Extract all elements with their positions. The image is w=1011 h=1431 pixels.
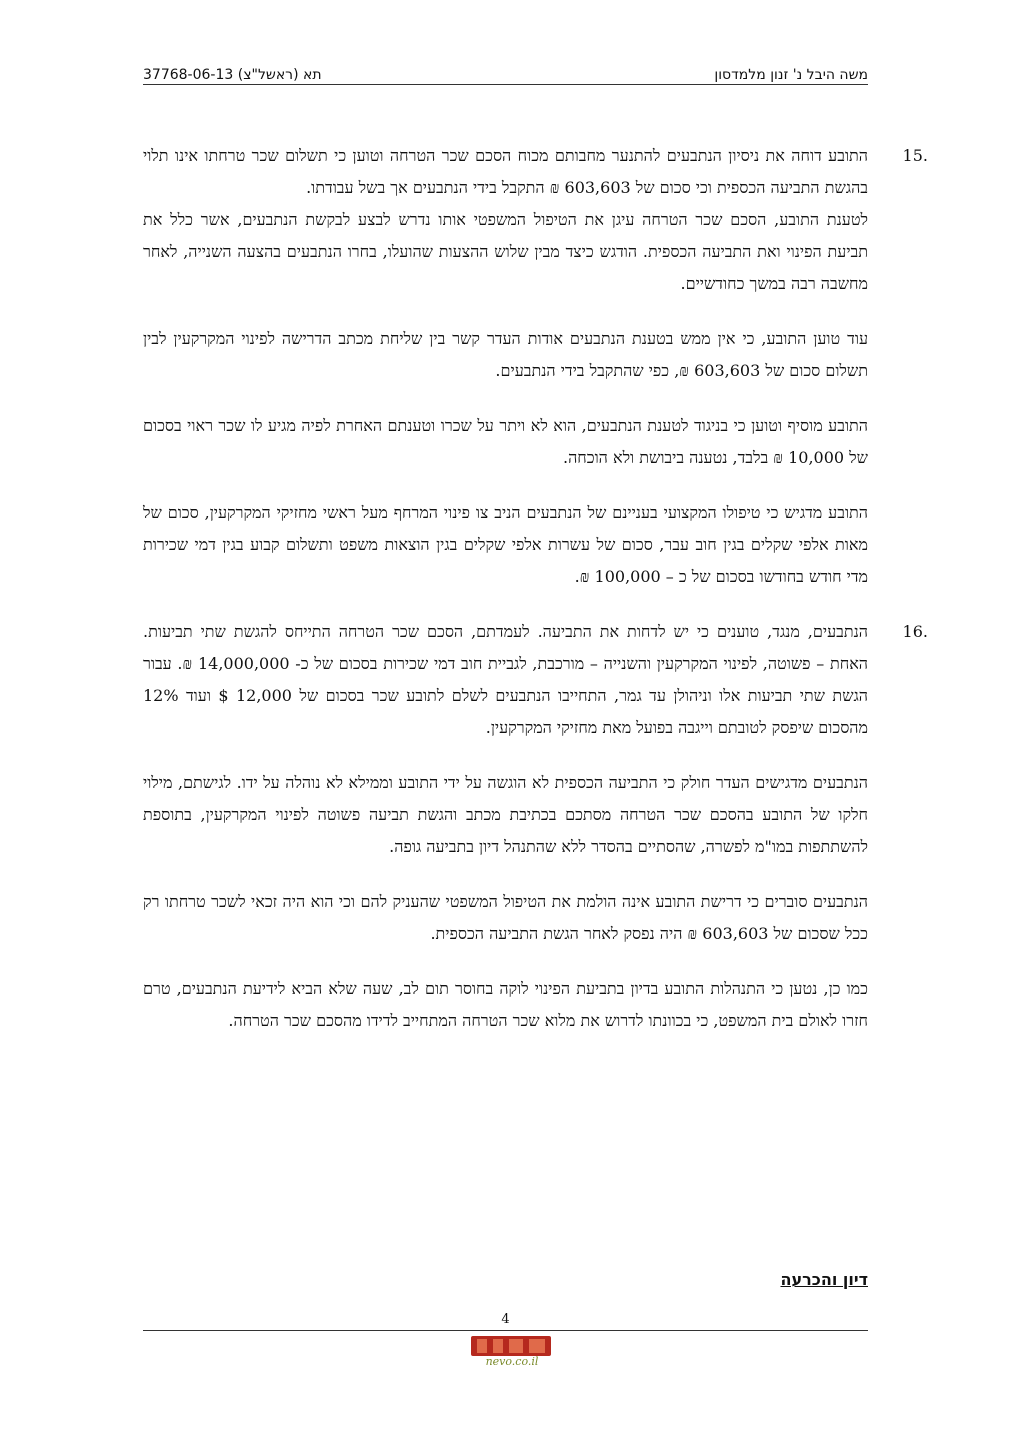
paragraph — [143, 410, 868, 474]
case-number: תא (ראשל"צ) 37768-06-13 — [143, 67, 322, 83]
paragraph-text: הנתבעים סוברים כי דרישת התובע אינה הולמת את הטיפול המשפטי שהעניק להם וכי הוא היה זכאי לשכר טרחתו רק ככל שסכום של 603,603 ₪ היה נפסק לאחר הגשת התביעה הכספית. — [143, 892, 868, 943]
paragraph-number: 15. — [902, 146, 928, 165]
paragraph — [143, 497, 868, 593]
page-header — [143, 59, 868, 83]
logo-subtext: nevo.co.il — [485, 1355, 539, 1367]
paragraph-text: התובע דוחה את ניסיון הנתבעים להתנער מחבותם מכוח הסכם שכר הטרחה וטוען כי תשלום שכר טרחתו אינו תלוי בהגשת התביעה הכספית וכי סכום של 603,603 ₪ התקבל בידי הנתבעים אך בשל עבודתו. — [143, 146, 868, 197]
logo-letter-block — [529, 1339, 545, 1353]
paragraph-text: התובע מוסיף וטוען כי בניגוד לטענת הנתבעים, הוא לא ויתר על שכרו וטענתם האחרת לפיה מגיע לו שכר ראוי בסכום של 10,000 ₪ בלבד, נטענה ביבושת ולא הוכחה. — [143, 416, 868, 467]
paragraph-16 — [143, 616, 928, 744]
paragraph — [143, 323, 868, 387]
paragraph-text: הנתבעים, מנגד, טוענים כי יש לדחות את התביעה. לעמדתם, הסכם שכר הטרחה התייחס להגשת שתי תביעות. האחת – פשוטה, לפינוי המקרקעין והשנייה – מורכבת, לגביית חוב דמי שכירות בסכום של כ- 14,000,000 ₪. עבור הגשת שתי תביעות אלו וניהולן עד גמר, התחייבו הנתבעים לשלם לתובע שכר בסכום של 12,000 $ ועוד 12% מהסכום שיפסק לטובתם וייגבה בפועל מאת מחזיקי המקרקעין. — [143, 622, 869, 737]
footer-divider — [143, 1330, 868, 1331]
section-heading: דיון והכרעה — [780, 1270, 868, 1289]
paragraph — [143, 204, 868, 300]
document-body — [143, 140, 928, 1060]
case-title: משה היבל נ' זנון מלמדסון — [714, 67, 868, 83]
paragraph-text: כמו כן, נטען כי התנהלות התובע בדיון בתביעת הפינוי לוקה בחוסר תום לב, שעה שלא הביא לידיעת הנתבעים, טרם חזרו לאולם בית המשפט, כי בכוונתו לדרוש את מלוא שכר הטרחה המתחייב לדידו מהסכם שכר הטרחה. — [143, 979, 868, 1030]
logo-letter-block — [493, 1339, 503, 1353]
paragraph — [143, 886, 868, 950]
paragraph-text: הנתבעים מדגישים העדר חולק כי התביעה הכספית לא הוגשה על ידי התובע וממילא לא נוהלה על ידו. לגישתם, מילוי חלקו של התובע בהסכם שכר הטרחה מסתכם בכתיבת מכתב והגשת תביעה פשוטה לפינוי המקרקעין, בתוספת להשתתפות במו"מ לפשרה, שהסתיים בהסדר ללא שהתנהל דיון בתביעה גופה. — [143, 773, 869, 856]
paragraph-number: 16. — [902, 622, 928, 641]
logo-letter-block — [477, 1339, 487, 1353]
paragraph-text: עוד טוען התובע, כי אין ממש בטענת הנתבעים אודות העדר קשר בין שליחת מכתב הדרישה לפינוי המקרקעין לבין תשלום סכום של 603,603 ₪, כפי שהתקבל בידי הנתבעים. — [143, 329, 868, 380]
paragraph — [143, 767, 868, 863]
nevo-logo — [467, 1333, 557, 1367]
logo-letter-block — [509, 1339, 523, 1353]
paragraph-text: לטענת התובע, הסכם שכר הטרחה עיגן את הטיפול המשפטי אותו נדרש לבצע לבקשת הנתבעים, אשר כלל את תביעת הפינוי ואת התביעה הכספית. הודגש כיצד מבין שלוש ההצעות שהועלו, בחרו הנתבעים בהצעה השנייה, לאחר מחשבה רבה במשך כחודשיים. — [143, 210, 868, 293]
paragraph — [143, 973, 868, 1037]
page-number: 4 — [501, 1312, 510, 1327]
header-divider — [143, 84, 868, 85]
paragraph-text: התובע מדגיש כי טיפולו המקצועי בעניינם של הנתבעים הניב צו פינוי המרחף מעל ראשי מחזיקי המקרקעין, סכום של מאות אלפי שקלים בגין חוב עבר, סכום של עשרות אלפי שקלים בגין הוצאות משפט ותשלום קבוע בגין דמי שכירות מדי חודש בחודשו בסכום של כ – 100,000 ₪. — [143, 503, 868, 586]
paragraph-15 — [143, 140, 928, 204]
